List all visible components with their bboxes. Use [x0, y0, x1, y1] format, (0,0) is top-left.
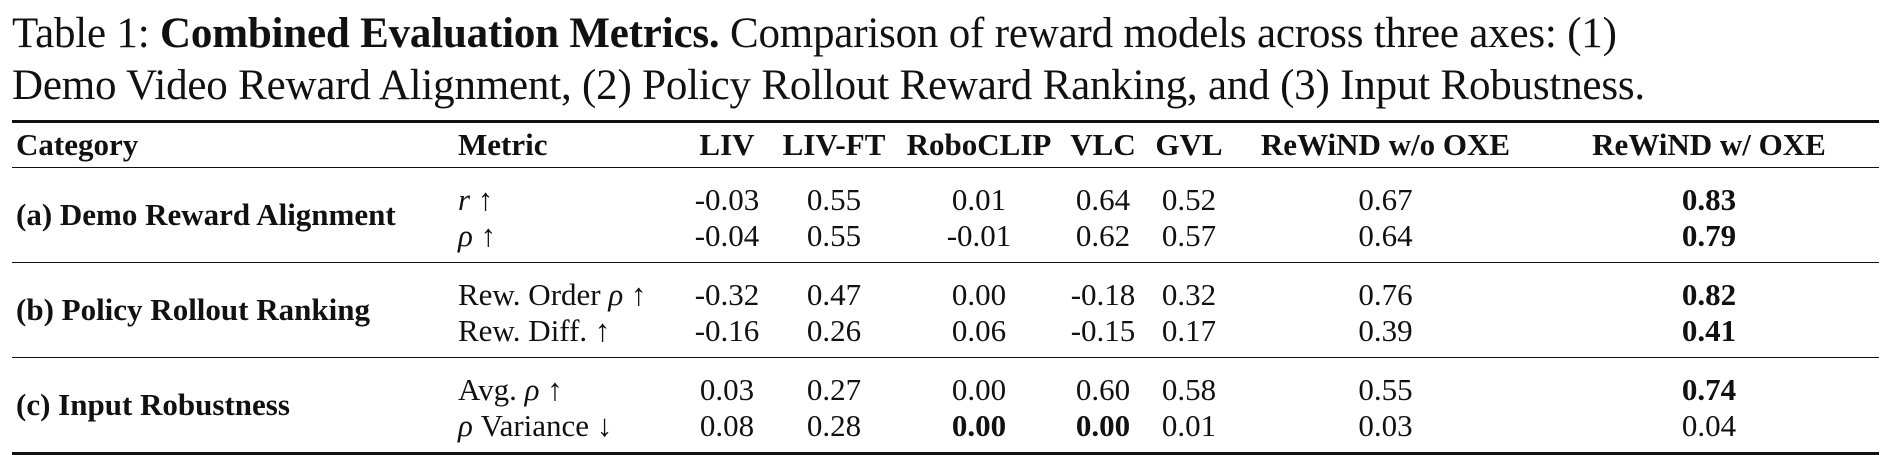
value-cell-gvl: 0.52 — [1161, 182, 1217, 217]
value-cell-roboclip: 0.00 — [951, 277, 1007, 312]
table-body — [12, 168, 1879, 454]
value-cell-rewind-wo-oxe: 0.03 — [1358, 408, 1413, 443]
value-cell-liv-ft: 0.55 — [770, 218, 898, 263]
caption-text-line2: Demo Video Reward Alignment, (2) Policy Rollout Reward Ranking, and (3) Input Robustness. — [12, 62, 1645, 109]
value-cell-rewind-wo-oxe: 0.67 — [1358, 182, 1413, 217]
value-cell-vlc: 0.62 — [1060, 218, 1146, 263]
header-category: Category — [12, 122, 454, 168]
value-cell-liv: 0.08 — [699, 408, 755, 443]
metrics-table — [12, 120, 1879, 455]
metric-sym-text: ρ — [524, 372, 540, 407]
metric-cell — [454, 218, 684, 263]
value-cell-liv-ft: 0.27 — [806, 372, 862, 407]
value-cell-liv: 0.03 — [699, 372, 755, 407]
header-metric: Metric — [454, 122, 684, 168]
value-cell-rewind-w-oxe: 0.74 — [1681, 372, 1737, 407]
value-cell-rewind-w-oxe: 0.41 — [1539, 313, 1879, 358]
metric-pre-text: Rew. Diff. ↑ — [458, 313, 611, 348]
value-cell-liv: -0.16 — [684, 313, 770, 358]
value-cell-vlc: 0.64 — [1075, 182, 1131, 217]
value-cell-roboclip: 0.00 — [951, 408, 1007, 443]
value-cell-rewind-w-oxe: 0.82 — [1681, 277, 1737, 312]
table-header-row — [12, 122, 1879, 168]
header-gvl: GVL — [1146, 122, 1232, 168]
metric-post-text: ↑ — [539, 372, 563, 407]
value-cell-liv: -0.03 — [694, 182, 760, 217]
table-row — [12, 168, 1879, 219]
table-caption — [12, 8, 1879, 112]
value-cell-gvl: 0.58 — [1161, 372, 1217, 407]
metric-post-text: ↑ — [470, 182, 494, 217]
value-cell-liv-ft: 0.47 — [806, 277, 862, 312]
value-cell-liv: -0.32 — [694, 277, 760, 312]
header-roboclip: RoboCLIP — [898, 122, 1060, 168]
metric-pre-text: Rew. Order — [458, 277, 609, 312]
value-cell-roboclip: 0.06 — [898, 313, 1060, 358]
category-cell: (a) Demo Reward Alignment — [12, 168, 454, 263]
value-cell-liv: -0.04 — [684, 218, 770, 263]
header-liv-ft: LIV-FT — [770, 122, 898, 168]
value-cell-rewind-w-oxe: 0.04 — [1681, 408, 1737, 443]
metric-post-text: ↑ — [472, 218, 497, 253]
header-vlc: VLC — [1060, 122, 1146, 168]
value-cell-gvl: 0.17 — [1146, 313, 1232, 358]
value-cell-liv-ft: 0.26 — [770, 313, 898, 358]
category-cell: (c) Input Robustness — [16, 387, 290, 422]
header-liv: LIV — [684, 122, 770, 168]
value-cell-roboclip: -0.01 — [898, 218, 1060, 263]
value-cell-roboclip: 0.01 — [951, 182, 1007, 217]
metric-sym-text: ρ — [458, 408, 473, 443]
caption-title: Combined Evaluation Metrics. — [160, 10, 720, 57]
metric-sym-text: ρ — [608, 277, 624, 312]
header-rewind-w-oxe: ReWiND w/ OXE — [1539, 122, 1879, 168]
caption-label: Table 1: — [12, 10, 150, 57]
caption-text-line1: Comparison of reward models across three axes: (1) — [729, 10, 1617, 57]
value-cell-liv-ft: 0.28 — [806, 408, 862, 443]
metric-cell — [454, 168, 684, 219]
table-row — [12, 358, 1879, 409]
value-cell-rewind-w-oxe: 0.79 — [1539, 218, 1879, 263]
value-cell-roboclip: 0.00 — [951, 372, 1007, 407]
metric-post-text: Variance ↓ — [472, 408, 613, 443]
value-cell-liv-ft: 0.55 — [806, 182, 862, 217]
value-cell-rewind-w-oxe: 0.83 — [1681, 182, 1737, 217]
metric-cell — [454, 358, 684, 409]
category-cell: (b) Policy Rollout Ranking — [12, 263, 454, 358]
value-cell-vlc: -0.15 — [1060, 313, 1146, 358]
metric-cell — [454, 313, 684, 358]
metric-pre-text: Avg. — [458, 372, 525, 407]
metric-post-text: ↑ — [623, 277, 647, 312]
value-cell-gvl: 0.32 — [1161, 277, 1217, 312]
header-rewind-wo-oxe: ReWiND w/o OXE — [1232, 122, 1539, 168]
value-cell-rewind-wo-oxe: 0.39 — [1232, 313, 1539, 358]
value-cell-rewind-wo-oxe: 0.55 — [1358, 372, 1413, 407]
value-cell-vlc: 0.00 — [1075, 408, 1131, 443]
value-cell-gvl: 0.01 — [1161, 408, 1217, 443]
value-cell-vlc: -0.18 — [1070, 277, 1136, 312]
value-cell-rewind-wo-oxe: 0.76 — [1358, 277, 1413, 312]
table-row — [12, 263, 1879, 314]
value-cell-gvl: 0.57 — [1146, 218, 1232, 263]
metric-sym-text: r — [458, 182, 471, 217]
value-cell-rewind-wo-oxe: 0.64 — [1232, 218, 1539, 263]
metric-sym-text: ρ — [458, 218, 473, 253]
value-cell-vlc: 0.60 — [1075, 372, 1131, 407]
metric-cell — [454, 263, 684, 314]
